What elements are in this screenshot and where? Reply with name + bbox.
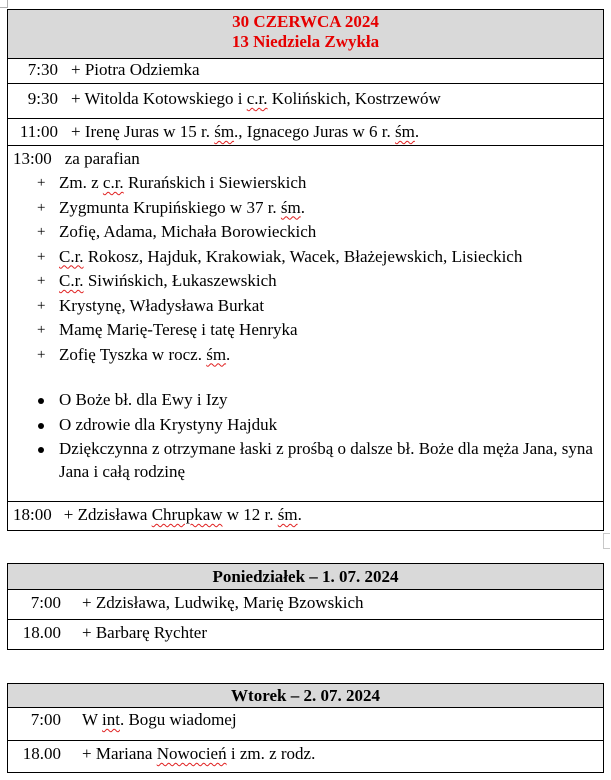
paragraph-end-mark — [603, 533, 610, 549]
mass-row — [8, 708, 604, 741]
mass-row — [8, 502, 604, 531]
spellcheck-underlined-word: C.r. — [59, 246, 84, 266]
spellcheck-underlined-word: śm — [277, 505, 298, 524]
plus-bullet-icon: + — [37, 224, 46, 240]
spellcheck-underlined-word: c.r. — [102, 173, 124, 192]
tuesday-header-title: Wtorek – 2. 07. 2024 — [8, 684, 604, 708]
spellcheck-underlined-word: c.r. — [246, 89, 268, 108]
mass-intention: W int. Bogu wiadomej — [82, 710, 237, 729]
plus-bullet-icon: + — [37, 175, 46, 191]
mass-row-1300 — [8, 146, 604, 502]
mass-row — [8, 741, 604, 773]
mass-row — [8, 119, 604, 146]
mass-row — [8, 84, 604, 119]
mass-intention: + Zdzisława, Ludwikę, Marię Bzowskich — [82, 593, 364, 612]
mass-intention: + Irenę Juras w 15 r. śm., Ignacego Juras w 6 r. śm. — [71, 122, 420, 141]
mass-intention: + Barbarę Rychter — [82, 623, 208, 642]
mass-row — [8, 620, 604, 650]
deceased-list-item: + Zofię Tyszka w rocz. śm. — [8, 343, 603, 368]
deceased-list-item: + Mamę Marię-Teresę i tatę Henryka — [8, 318, 603, 343]
monday-header-row — [8, 564, 604, 590]
tuesday-schedule-table — [7, 683, 604, 773]
sunday-liturgical-title: 13 Niedziela Zwykła — [231, 32, 380, 51]
mass-row — [8, 590, 604, 620]
mass-intention-intro: za parafian — [64, 149, 140, 168]
bullet-dot-icon — [38, 447, 44, 453]
deceased-list-item: + Zygmunta Krupińskiego w 37 r. śm. — [8, 196, 603, 221]
mass-intention: + Piotra Odziemka — [71, 60, 200, 79]
deceased-list-item: + Krystynę, Władysława Burkat — [8, 294, 603, 319]
sunday-header-cell — [8, 10, 604, 59]
deceased-list-item: + C.r. Siwińskich, Łukaszewskich — [8, 269, 603, 294]
plus-bullet-icon: + — [37, 199, 46, 216]
mass-time: 7:00 — [30, 593, 61, 612]
tuesday-header-row — [8, 684, 604, 708]
mass-time: 18:00 — [13, 505, 52, 524]
mass-time: 7:00 — [30, 710, 61, 729]
bullet-dot-icon — [38, 423, 44, 429]
mass-time: 11:00 — [19, 122, 58, 141]
monday-schedule-table — [7, 563, 604, 650]
spellcheck-underlined-word: Nowocień — [156, 744, 227, 763]
mass-intention: + Zdzisława Chrupkaw w 12 r. śm. — [63, 505, 302, 524]
mass-intention: + Witolda Kotowskiego i c.r. Kolińskich, Kostrzewów — [71, 89, 441, 108]
plus-bullet-icon: + — [37, 273, 46, 289]
deceased-list-item: + Zofię, Adama, Michała Borowieckich — [8, 220, 603, 245]
mass-intention: + Mariana Nowocień i zm. z rodz. — [82, 744, 316, 763]
deceased-list-item: + C.r. Rokosz, Hajduk, Krakowiak, Wacek, Błażejewskich, Lisieckich — [8, 245, 603, 270]
spellcheck-underlined-word: śm — [280, 197, 301, 217]
sunday-header-row — [8, 10, 604, 59]
intention-list-item: O zdrowie dla Krystyny Hajduk — [8, 413, 603, 438]
monday-header-title: Poniedziałek – 1. 07. 2024 — [8, 564, 604, 590]
spellcheck-underlined-word: śm — [214, 122, 235, 141]
spellcheck-underlined-word: śm — [395, 122, 415, 141]
sunday-date-title: 30 CZERWCA 2024 — [232, 12, 379, 31]
mass-row — [8, 59, 604, 84]
intention-list-item: O Boże bł. dla Ewy i Izy — [8, 388, 603, 413]
plus-bullet-icon: + — [37, 346, 46, 363]
spellcheck-underlined-word: C.r. — [59, 271, 84, 290]
bullet-dot-icon — [38, 398, 44, 404]
spellcheck-underlined-word: int — [102, 710, 120, 729]
intentions-list — [8, 388, 603, 483]
intention-list-item: Dziękczynna z otrzymane łaski z prośbą o dalsze bł. Boże dla męża Jana, syna Jana i całą rodzinę — [8, 437, 603, 483]
sunday-schedule-table — [7, 9, 604, 531]
mass-time: 13:00 — [13, 149, 52, 168]
deceased-list-item: + Zm. z c.r. Rurańskich i Siewierskich — [8, 171, 603, 196]
spellcheck-underlined-word: śm — [206, 344, 227, 364]
plus-bullet-icon: + — [37, 248, 46, 265]
spellcheck-underlined-word: Chrupkaw — [151, 505, 223, 524]
mass-time: 9:30 — [27, 89, 58, 108]
plus-bullet-icon: + — [37, 297, 46, 314]
deceased-list — [8, 171, 603, 367]
mass-time: 18.00 — [22, 623, 61, 642]
plus-bullet-icon: + — [37, 322, 46, 338]
text-boundary-corner-mark — [0, 0, 8, 8]
mass-time: 18.00 — [22, 744, 61, 763]
mass-time: 7:30 — [27, 60, 58, 79]
